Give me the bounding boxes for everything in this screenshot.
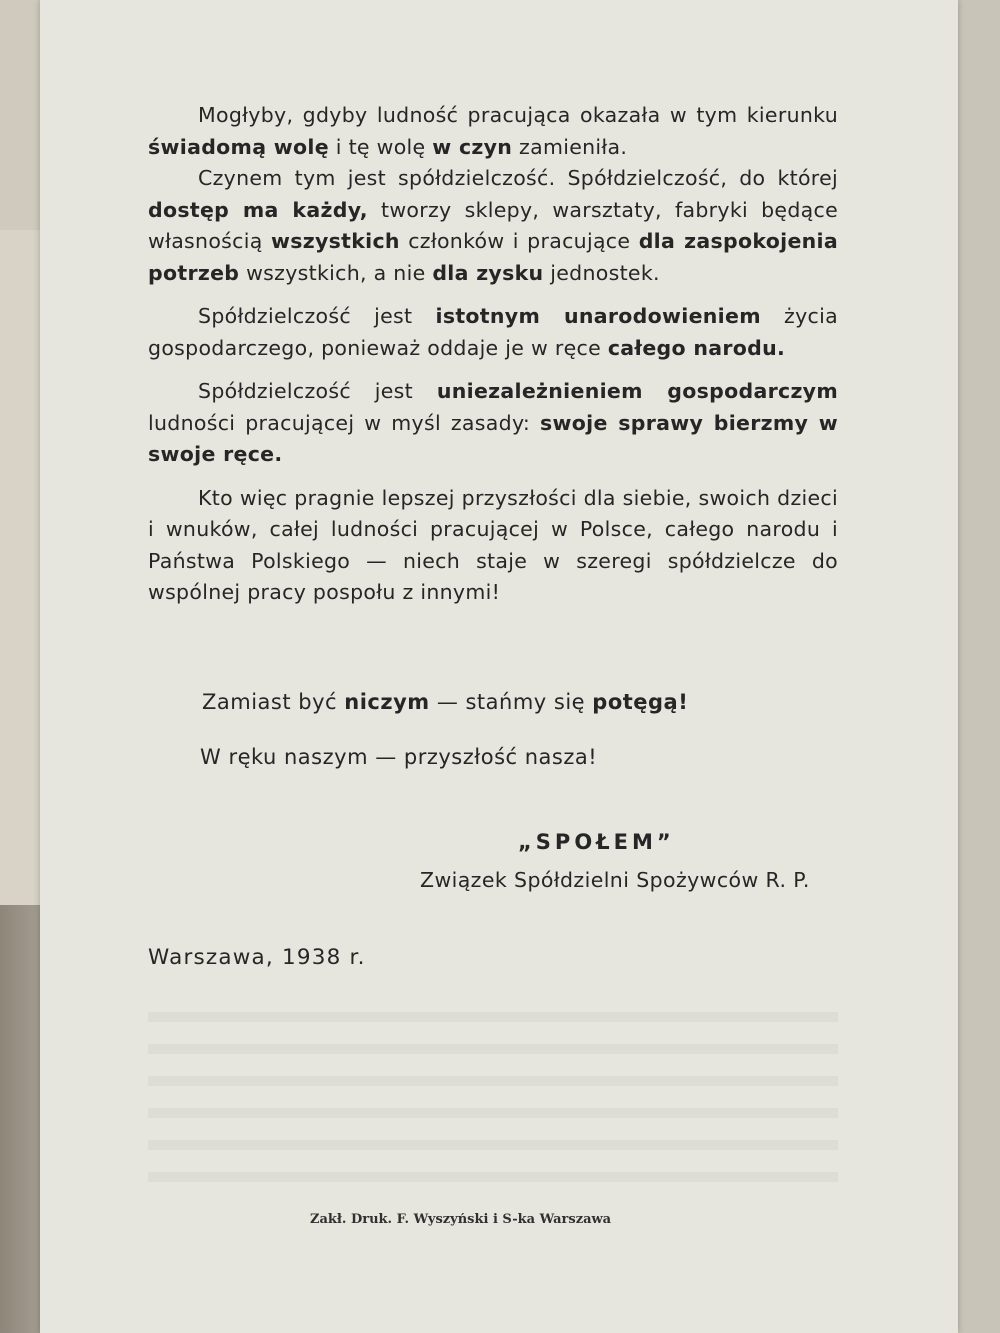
- emphasis: świadomą wolę: [148, 134, 329, 159]
- place-and-date: Warszawa, 1938 r.: [148, 945, 366, 970]
- signature-organization: „SPOŁEM”: [518, 830, 675, 854]
- table-surface: [0, 905, 40, 1333]
- emphasis: uniezależnieniem gospodarczym: [436, 379, 838, 403]
- emphasis: całego narodu.: [607, 335, 786, 360]
- signature-union: Związek Spółdzielni Spożywców R. P.: [420, 868, 810, 892]
- document-body: [148, 100, 838, 609]
- paragraph-3: Spółdzielczość jest istotnym unarodowieniem życia gospodarczego, ponieważ oddaje je w ręce całego narodu.: [148, 304, 838, 360]
- emphasis: potęgą!: [592, 690, 689, 714]
- slogan-2: W ręku naszym — przyszłość nasza!: [200, 745, 598, 769]
- emphasis: wszystkich: [270, 229, 400, 253]
- emphasis: istotnym unarodowieniem: [435, 304, 761, 328]
- emphasis: dla zaspokojenia potrzeb: [148, 229, 838, 285]
- paragraph-1: Mogłyby, gdyby ludność pracująca okazała w tym kierunku świadomą wolę i tę wolę w czyn zamieniła.: [148, 103, 838, 159]
- paragraph-4: Spółdzielczość jest uniezależnieniem gospodarczym ludności pracującej w myśl zasady: swoje sprawy bierzmy w swoje ręce.: [148, 379, 838, 466]
- slogan-1: Zamiast być niczym — stańmy się potęgą!: [202, 690, 689, 714]
- paragraph-5: Kto więc pragnie lepszej przyszłości dla siebie, swoich dzieci i wnuków, całej ludności pracującej w Polsce, całego narodu i Państwa Polskiego — niech staje w szeregi spółdzielcze do wspólnej pracy pospołu z innymi!: [148, 485, 838, 604]
- reverse-side-bleed: [148, 990, 838, 1190]
- paragraph-2: Czynem tym jest spółdzielczość. Spółdzielczość, do której dostęp ma każdy, tworzy sklepy, warsztaty, fabryki będące własnością wszystkich członków i pracujące dla zaspokojenia potrzeb wszystkich, a nie dla zysku jednostek.: [148, 166, 838, 285]
- emphasis: dla zysku: [432, 260, 544, 285]
- emphasis: swoje sprawy bierzmy w swoje ręce.: [148, 410, 838, 466]
- emphasis: niczym: [344, 690, 430, 714]
- emphasis: w czyn: [432, 134, 513, 159]
- printer-imprint: Zakł. Druk. F. Wyszyński i S-ka Warszawa: [310, 1212, 612, 1227]
- emphasis: dostęp ma każdy,: [148, 197, 368, 222]
